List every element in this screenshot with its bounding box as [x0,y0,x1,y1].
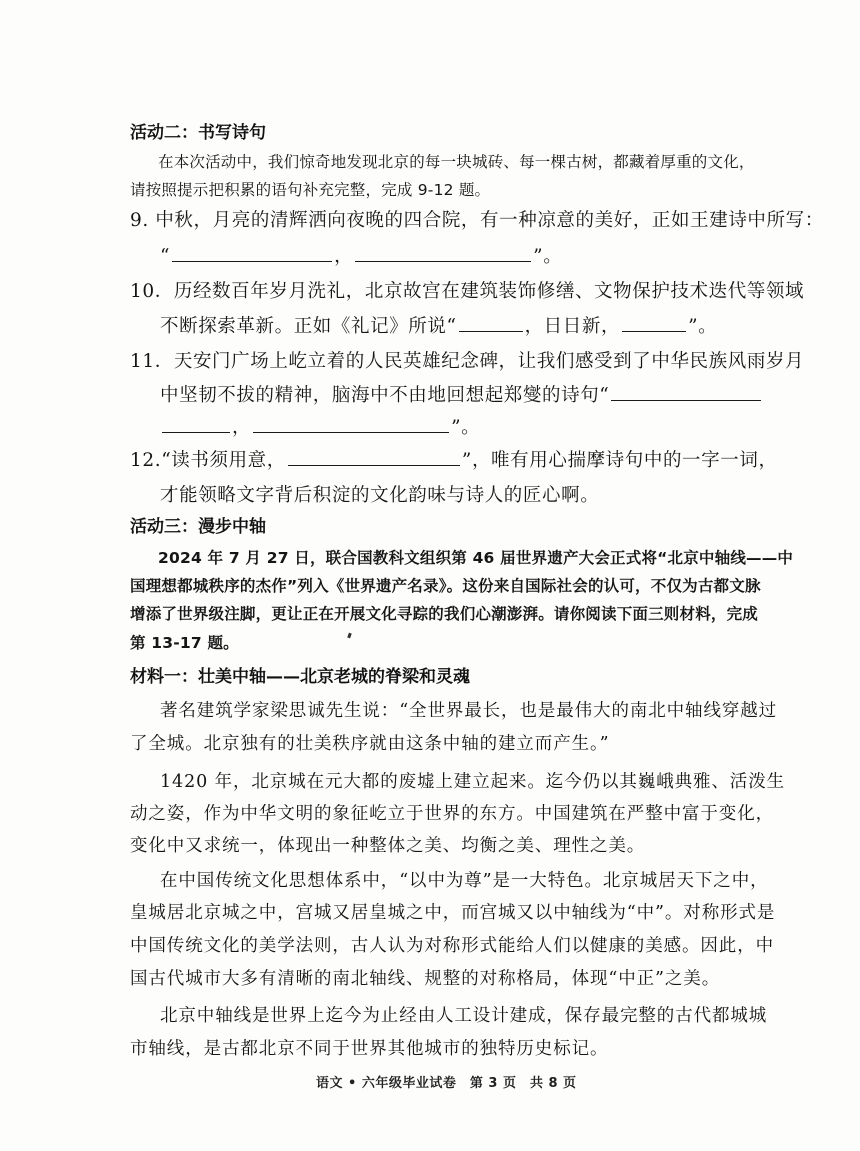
material1-p3-line2: 皇城居北京城之中，宫城又居皇城之中，而宫城又以中轴线为“中”。对称形式是 [130,903,776,923]
activity3-heading: 活动三：漫步中轴 [130,517,266,537]
q10-close: ”。 [688,316,718,337]
material1-p3-line1: 在中国传统文化思想体系中，“以中为尊”是一大特色。北京城居天下之中， [160,871,769,891]
q9-close: ”。 [533,246,563,267]
q9-open-quote: “ [160,246,171,267]
q11-prefix: 中坚韧不拔的精神，脑海中不由地回想起郑燮的诗句“ [160,385,610,406]
activity3-intro-line1: 2024 年 7 月 27 日，联合国教科文组织第 46 届世界遗产大会正式将“北京中轴线——中 [158,549,794,567]
q12-prefix: 12.“读书须用意， [130,450,286,471]
activity2-intro-line1: 在本次活动中，我们惊奇地发现北京的每一块城砖、每一棵古树，都藏着厚重的文化， [158,153,755,171]
q9-stem: 9. 中秋，月亮的清辉洒向夜晚的四合院，有一种凉意的美好，正如王建诗中所写： [130,210,824,231]
material1-p2-line3: 变化中又求统一，体现出一种整体之美、均衡之美、理性之美。 [130,836,646,856]
q11-blank-2[interactable] [253,417,449,433]
q11-stem-line2 [160,381,763,407]
page-footer: 语文 • 六年级毕业试卷 第 3 页 共 8 页 [316,1076,577,1091]
material1-p3-line3: 中国传统文化的美学法则，古人认为对称形式能给人们以健康的美感。因此，中 [130,936,774,956]
activity3-intro-line2: 国理想都城秩序的杰作”列入《世界遗产名录》。这份来自国际社会的认可，不仅为古都文脉 [130,577,761,595]
q11-blank-1a[interactable] [611,385,761,401]
q10-middle: ，日日新， [524,316,621,337]
q10-stem-line1: 10．历经数百年岁月洗礼，北京故宫在建筑装饰修缮、文物保护技术迭代等领域 [130,281,805,302]
q9-answer-line [160,242,562,268]
q11-blank-1b[interactable] [162,417,230,433]
scan-speck [347,633,352,639]
activity3-intro-line3: 增添了世界级注脚，更让正在开展文化寻踪的我们心潮澎湃。请你阅读下面三则材料，完成 [130,605,759,623]
q12-suffix: ”，唯有用心揣摩诗句中的一字一词， [461,450,778,471]
q11-answer-line [160,413,480,439]
q12-stem-line1 [130,446,778,472]
activity2-intro-line2: 请按照提示把积累的语句补充完整，完成 9-12 题。 [130,181,491,199]
activity2-heading: 活动二：书写诗句 [130,123,266,143]
q10-blank-1[interactable] [459,316,523,332]
q10-blank-2[interactable] [622,316,686,332]
activity3-intro-line4: 第 13-17 题。 [130,634,239,652]
material1-heading: 材料一：壮美中轴——北京老城的脊梁和灵魂 [130,667,470,687]
q11-close: ”。 [451,417,481,438]
material1-p4-line2: 市轴线，是古都北京不同于世界其他城市的独特历史标记。 [130,1039,609,1059]
q9-blank-1[interactable] [172,246,332,262]
material1-p3-line4: 国古代城市大多有清晰的南北轴线、规整的对称格局，体现“中正”之美。 [130,969,721,989]
q12-blank[interactable] [288,450,460,466]
material1-p1-line1: 著名建筑学家梁思诚先生说：“全世界最长，也是最伟大的南北中轴线穿越过 [160,701,778,721]
q12-stem-line2: 才能领略文字背后积淀的文化韵味与诗人的匠心啊。 [160,485,600,506]
q10-prefix: 不断探索革新。正如《礼记》所说“ [160,316,457,337]
material1-p4-line1: 北京中轴线是世界上迄今为止经由人工设计建成，保存最完整的古代都城城 [160,1006,768,1026]
q11-comma: ， [232,417,252,438]
q10-answer-line [160,312,717,338]
q9-blank-2[interactable] [355,246,531,262]
material1-p1-line2: 了全城。北京独有的壮美秩序就由这条中轴的建立而产生。” [130,734,610,754]
material1-p2-line2: 动之姿，作为中华文明的象征屹立于世界的东方。中国建筑在严整中富于变化， [130,804,774,824]
q9-comma: ， [334,246,354,267]
material1-p2-line1: 1420 年，北京城在元大都的废墟上建立起来。迄今仍以其巍峨典雅、活泼生 [160,772,785,792]
q11-stem-line1: 11．天安门广场上屹立着的人民英雄纪念碑，让我们感受到了中华民族风雨岁月 [130,351,805,372]
